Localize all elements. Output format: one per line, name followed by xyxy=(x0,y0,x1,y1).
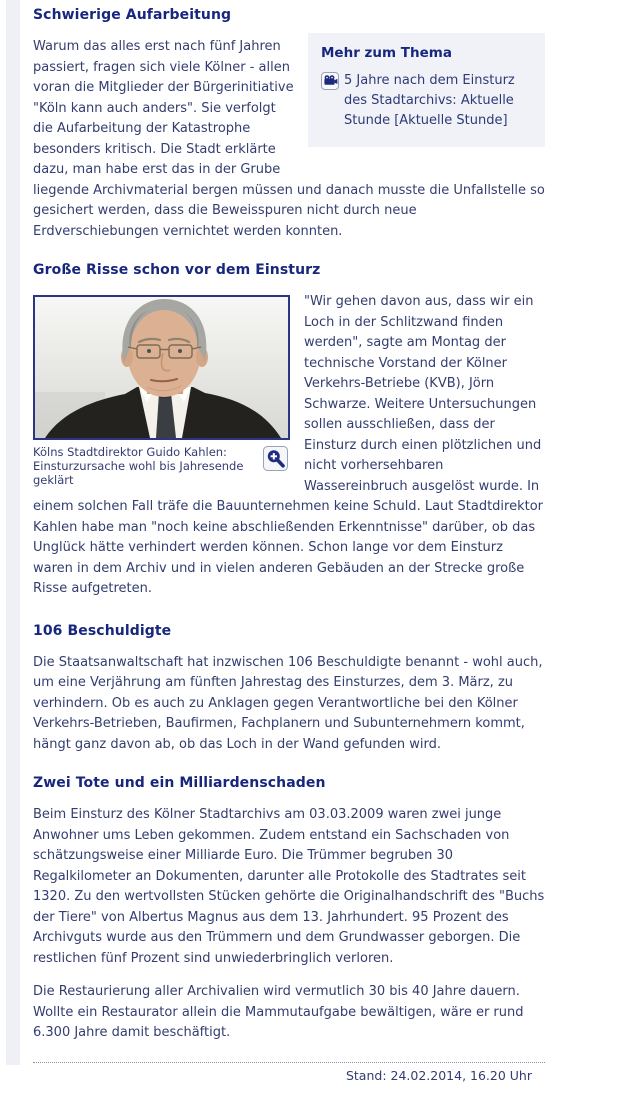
article-content xyxy=(33,0,545,1044)
more-box-title: Mehr zum Thema xyxy=(321,45,452,61)
related-link[interactable] xyxy=(321,71,532,131)
mehr-zum-thema-box xyxy=(308,33,545,147)
paragraph-text: Warum das alles erst nach fünf Jahren passiert, fragen sich viele Kölner - allen voran die Mitglieder der Bürgerinitiative "Köln kann auch anders". Sie verfolgt die Aufarbeitung der Katastrophe besonders kritisch. Die Stadt erklärte dazu, man habe erst das in der Grube liegende Archivmaterial bergen müssen und danach musste die Unfallstelle so gesichert werden, dass die Beweisspuren nicht durch neue Erdverschiebungen vernichtet werden konnten. xyxy=(33,39,545,239)
caption-row xyxy=(33,445,290,487)
paragraph-risse xyxy=(33,292,545,600)
dotted-divider xyxy=(33,1062,545,1063)
paragraph-restaurierung xyxy=(33,982,545,1044)
section-heading-zwei-tote: Zwei Tote und ein Milliardenschaden xyxy=(33,775,326,791)
paragraph-milliardenschaden xyxy=(33,805,545,969)
related-link-text[interactable]: 5 Jahre nach dem Einsturz des Stadtarchivs: Aktuelle Stunde [Aktuelle Stunde] xyxy=(344,73,515,128)
paragraph-text: "Wir gehen davon aus, dass wir ein Loch in der Schlitzwand finden werden", sagte am Montag der technische Vorstand der Kölner Verkehrs-Betriebe (KVB), Jörn Schwarze. Weitere Untersuchungen sollen ausschließen, dass der Einsturz durch einen plötzlichen und nicht vorhersehbaren Wassereinbruch ausgelöst wurde. In einem solchen Fall träfe die Bauunternehmen keine Schuld. Laut Stadtdirektor Kahlen habe man "noch keine abschließenden Erkenntnisse" darüber, ob das Unglück hätte verhindert werden können. Schon lange vor dem Einsturz waren in dem Archiv und in vielen anderen Gebäuden an der Strecke große Risse aufgetreten. xyxy=(33,294,544,596)
section-heading-106-beschuldigte: 106 Beschuldigte xyxy=(33,622,172,639)
section-heading-schwierige-aufarbeitung: Schwierige Aufarbeitung xyxy=(33,7,232,23)
paragraph-text: Die Restaurierung aller Archivalien wird vermutlich 30 bis 40 Jahre dauern. Wollte ein Restaurator allein die Mammutaufgabe bewältigen, wäre er rund 6.300 Jahre damit beschäftigt. xyxy=(33,984,524,1040)
article-footer xyxy=(33,1062,545,1083)
stand-timestamp: Stand: 24.02.2014, 16.20 Uhr xyxy=(345,1068,532,1083)
section-heading-grosse-risse: Große Risse schon vor dem Einsturz xyxy=(33,262,321,278)
left-gutter xyxy=(6,0,20,1065)
paragraph-text: Beim Einsturz des Kölner Stadtarchivs am 03.03.2009 waren zwei junge Anwohner ums Leben gekommen. Zudem entstand ein Sachschaden von schätzungsweise einer Milliarde Euro. Die Trümmer begruben 30 Regalkilometer an Dokumenten, darunter alle Protokolle des Stadtrates seit 1320. Zu den wertvollsten Stücken gehörte die Originalhandschrift des "Buchs der Tiere" von Albertus Magnus aus dem 13. Jahrhundert. 95 Prozent des Archivguts wurde aus den Trümmern und dem Grundwasser geborgen. Die restlichen fünf Prozent sind unwiederbringlich verloren. xyxy=(33,807,545,966)
paragraph-beschuldigte xyxy=(33,653,545,756)
image-zoom-button[interactable] xyxy=(263,446,288,471)
article-image-guido-kahlen xyxy=(33,295,290,440)
article-image-figure xyxy=(33,295,290,487)
paragraph-aufarbeitung xyxy=(33,37,545,242)
image-caption: Kölns Stadtdirektor Guido Kahlen: Einsturzursache wohl bis Jahresende geklärt xyxy=(33,445,244,487)
paragraph-text: Die Staatsanwaltschaft hat inzwischen 106 Beschuldigte benannt - wohl auch, um eine Verjährung am fünften Jahrestag des Einsturzes, dem 3. März, zu verhindern. Ob es auch zu Anklagen gegen Verantwortliche bei den Kölner Verkehrs-Betrieben, Baufirmen, Fachplanern und Subunternehmern kommt, hängt ganz davon ab, ob das Loch in der Wand gefunden wird. xyxy=(33,654,543,752)
video-camera-icon xyxy=(321,72,339,90)
